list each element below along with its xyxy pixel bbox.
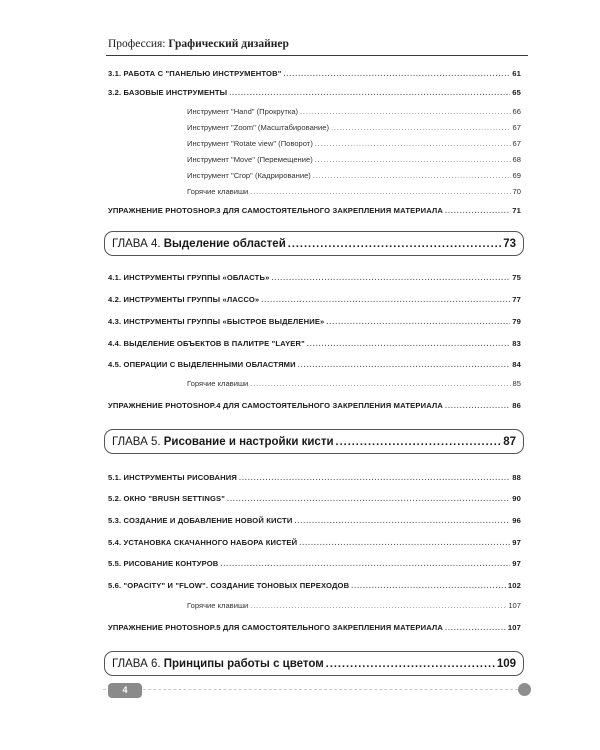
toc-subentry: Инструмент "Crop" (Кадрирование) ..... 69 [187,170,521,181]
leader-dots [326,658,495,670]
leader-dots [315,155,511,166]
toc-entry: 4.2. ИНСТРУМЕНТЫ ГРУППЫ «ЛАССО» ..... 77 [108,294,521,305]
toc-page-number: 66 [512,107,521,116]
leader-dots [300,107,510,118]
chapter-label: ГЛАВА 4. [112,237,161,250]
toc-page-number: 96 [512,516,521,525]
toc-page-number: 83 [512,339,521,348]
chapter-title: Рисование и настройки кисти [163,435,334,448]
toc-subentry: Горячие клавиши ..... 85 [187,378,521,389]
leader-dots [250,601,506,612]
toc-page-number: 65 [512,88,521,97]
toc-page-number: 86 [512,401,521,410]
leader-dots [326,317,510,328]
toc-page-number: 79 [512,317,521,326]
chapter-page-number: 73 [503,237,516,250]
toc-page-number: 67 [512,123,521,132]
toc-entry: 5.6. "OPACITY" И "FLOW". СОЗДАНИЕ ТОНОВЫХ ПЕРЕХОДОВ ..... 102 [108,580,521,591]
toc-subentry: Инструмент "Zoom" (Масштабирование) ..... 67 [187,122,521,133]
toc-entry: 3.2. БАЗОВЫЕ ИНСТРУМЕНТЫ ..... 65 [108,87,521,98]
leader-dots [229,88,510,99]
toc-subentry: Горячие клавиши ..... 107 [187,600,521,611]
toc-entry: УПРАЖНЕНИЕ PHOTOSHOP.3 ДЛЯ САМОСТОЯТЕЛЬНОГО ЗАКРЕПЛЕНИЯ МАТЕРИАЛА ..... 71 [108,205,521,216]
leader-dots [313,171,511,182]
leader-dots [336,436,502,448]
toc-entry: 3.1. РАБОТА С "ПАНЕЛЬЮ ИНСТРУМЕНТОВ" ..... 61 [108,68,521,79]
leader-dots [250,187,510,198]
leader-dots [250,379,510,390]
chapter-page-number: 109 [496,657,516,670]
header-title: Графический дизайнер [168,38,289,50]
chapter-title: Выделение областей [163,237,286,250]
toc-page-number: 70 [512,187,521,196]
toc-page-number: 84 [512,360,521,369]
leader-dots [271,273,510,284]
chapter-heading [104,429,524,454]
toc-subentry: Инструмент "Hand" (Прокрутка) ..... 66 [187,106,521,117]
leader-dots [294,516,510,527]
toc-page-number: 71 [512,206,521,215]
header-rule [106,55,528,56]
chapter-heading [104,651,524,676]
toc-page-number: 90 [512,494,521,503]
toc-page-number: 61 [512,69,521,78]
toc-entry: 5.5. РИСОВАНИЕ КОНТУРОВ ..... 97 [108,558,521,569]
toc-page-number: 77 [512,295,521,304]
leader-dots [283,69,510,80]
toc-entry: 5.1. ИНСТРУМЕНТЫ РИСОВАНИЯ ..... 88 [108,472,521,483]
toc-page-number: 69 [512,171,521,180]
toc-page-number: 85 [512,379,521,388]
page-number-badge: 4 [108,683,142,698]
leader-dots [445,623,506,634]
leader-dots [307,339,510,350]
leader-dots [298,360,510,371]
toc-page-number: 97 [512,559,521,568]
toc-page-number: 102 [507,581,521,590]
toc-page-number: 67 [512,139,521,148]
toc-page-number: 107 [507,623,521,632]
leader-dots [331,123,511,134]
chapter-heading [104,231,524,256]
leader-dots [351,581,506,592]
chapter-label: ГЛАВА 5. [112,435,161,448]
toc-page-number: 68 [512,155,521,164]
toc-page-number: 97 [512,538,521,547]
toc-page-number: 88 [512,473,521,482]
leader-dots [288,238,501,250]
leader-dots [239,473,510,484]
toc-subentry: Горячие клавиши ..... 70 [187,186,521,197]
toc-entry: 4.3. ИНСТРУМЕНТЫ ГРУППЫ «БЫСТРОЕ ВЫДЕЛЕНИЕ» ..... 79 [108,316,521,327]
corner-dot [518,683,531,696]
leader-dots [220,559,510,570]
leader-dots [315,139,511,150]
toc-page-number: 107 [508,601,521,610]
footer-dashed-rule [103,689,523,690]
toc-entry: УПРАЖНЕНИЕ PHOTOSHOP.4 ДЛЯ САМОСТОЯТЕЛЬНОГО ЗАКРЕПЛЕНИЯ МАТЕРИАЛА ..... 86 [108,400,521,411]
chapter-label: ГЛАВА 6. [112,657,161,670]
leader-dots [261,295,510,306]
toc-subentry: Инструмент "Rotate view" (Поворот) ..... 67 [187,138,521,149]
leader-dots [227,494,510,505]
toc-page-number: 75 [512,273,521,282]
toc-entry: 5.2. ОКНО "BRUSH SETTINGS" ..... 90 [108,493,521,504]
toc-entry: 5.3. СОЗДАНИЕ И ДОБАВЛЕНИЕ НОВОЙ КИСТИ ..... 96 [108,515,521,526]
page-header [108,38,289,50]
toc-entry: УПРАЖНЕНИЕ PHOTOSHOP.5 ДЛЯ САМОСТОЯТЕЛЬНОГО ЗАКРЕПЛЕНИЯ МАТЕРИАЛА ..... 107 [108,622,521,633]
chapter-title: Принципы работы с цветом [163,657,324,670]
toc-entry: 4.1. ИНСТРУМЕНТЫ ГРУППЫ «ОБЛАСТЬ» ..... 75 [108,272,521,283]
toc-entry: 5.4. УСТАНОВКА СКАЧАННОГО НАБОРА КИСТЕЙ ..... 97 [108,537,521,548]
chapter-page-number: 87 [503,435,516,448]
toc-entry: 4.5. ОПЕРАЦИИ С ВЫДЕЛЕННЫМИ ОБЛАСТЯМИ ..... 84 [108,359,521,370]
leader-dots [445,401,510,412]
leader-dots [445,206,510,217]
toc-entry: 4.4. ВЫДЕЛЕНИЕ ОБЪЕКТОВ В ПАЛИТРЕ "LAYER" ..... 83 [108,338,521,349]
header-prefix: Профессия: [108,38,166,50]
leader-dots [299,538,510,549]
toc-subentry: Инструмент "Move" (Перемещение) ..... 68 [187,154,521,165]
